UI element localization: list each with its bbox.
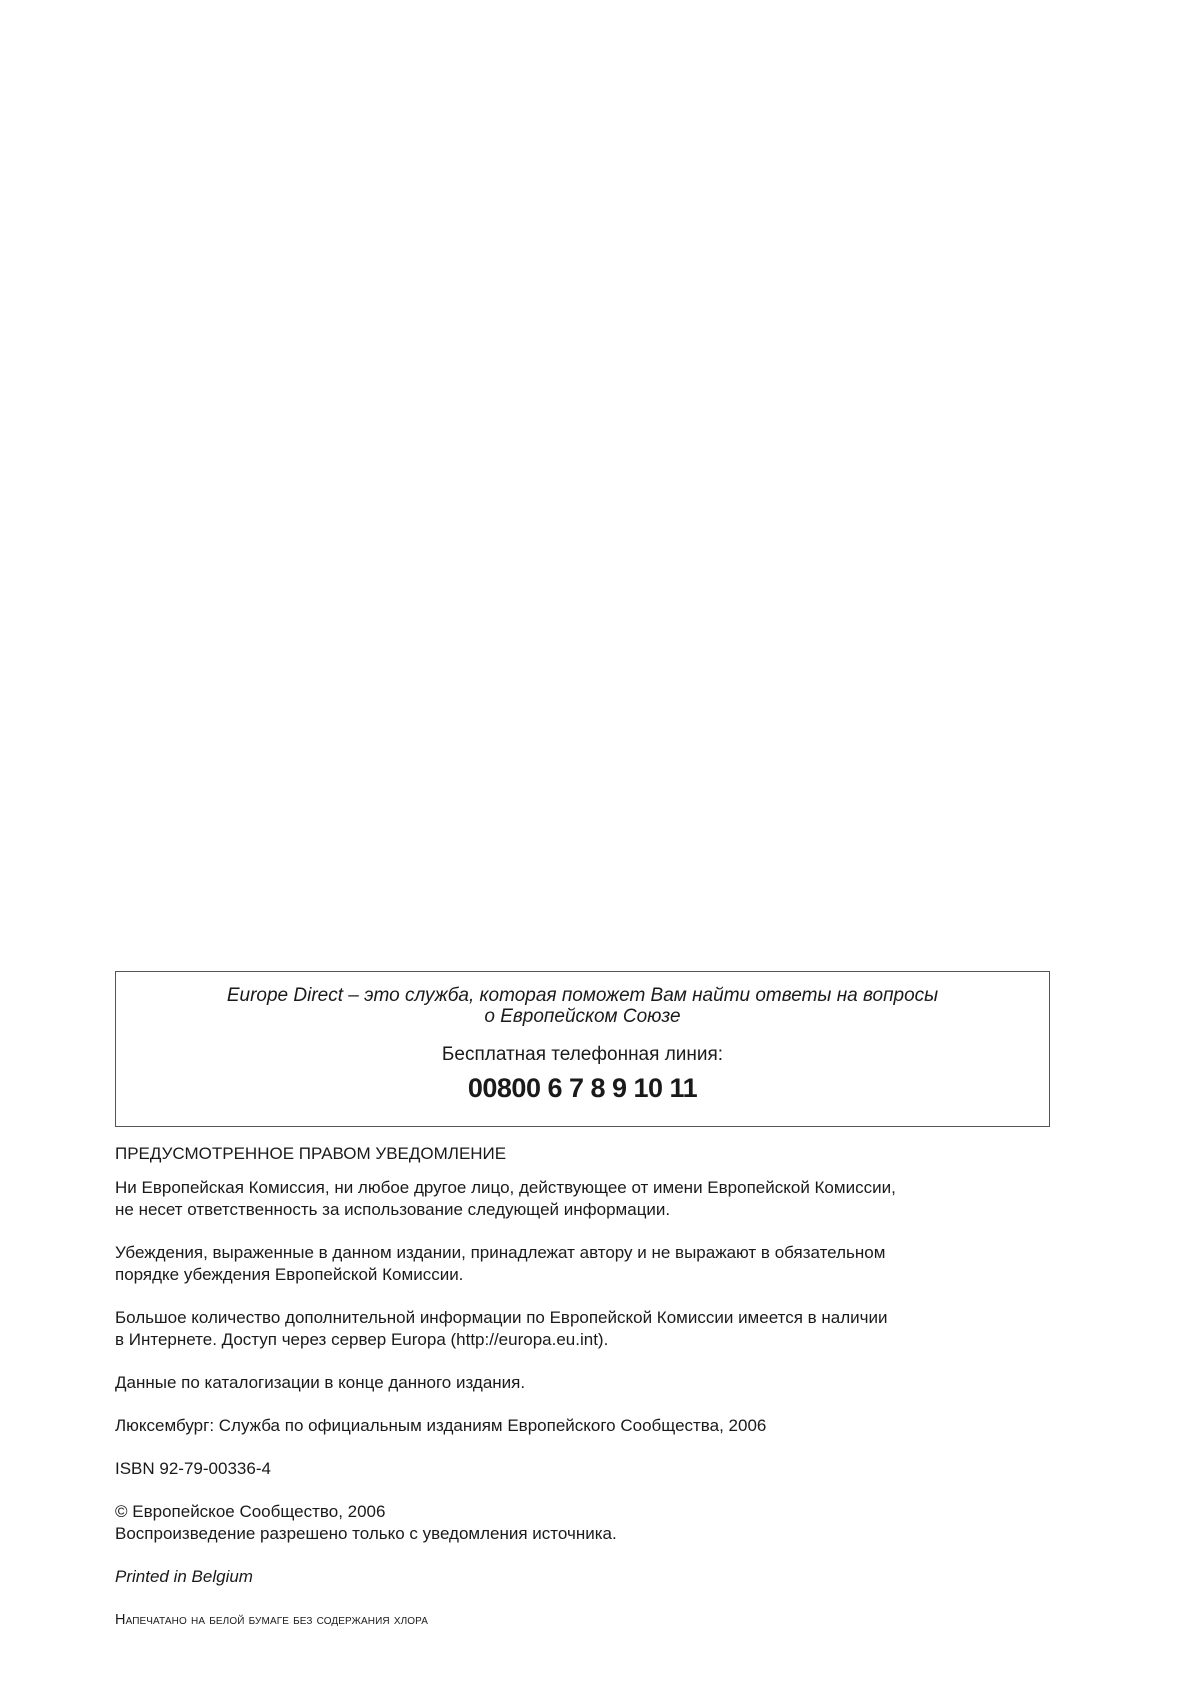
views-line-1: Убеждения, выраженные в данном издании, принадлежат автору и не выражают в обязательном bbox=[115, 1243, 886, 1262]
legal-notice-heading: ПРЕДУСМОТРЕННОЕ ПРАВОМ УВЕДОМЛЕНИЕ bbox=[115, 1144, 507, 1163]
internet-line-2: в Интернете. Доступ через сервер Europa (http://europa.eu.int). bbox=[115, 1330, 609, 1349]
europe-direct-box bbox=[115, 971, 1050, 1127]
hotline-label: Бесплатная телефонная линия: bbox=[441, 1044, 724, 1065]
publisher-note: Люксембург: Служба по официальным изданиям Европейского Сообщества, 2006 bbox=[115, 1416, 767, 1435]
tagline-line-2: о Европейском Союзе bbox=[484, 1006, 681, 1027]
disclaimer-line-2: не несет ответственность за использование следующей информации. bbox=[115, 1200, 671, 1219]
paper-note: Напечатано на белой бумаге без содержания хлора bbox=[115, 1612, 429, 1628]
internet-line-1: Большое количество дополнительной информации по Европейской Комиссии имеется в наличии bbox=[115, 1308, 888, 1327]
europe-direct-tagline bbox=[116, 985, 1049, 1027]
cataloguing-note: Данные по каталогизации в конце данного издания. bbox=[115, 1373, 526, 1392]
views-line-2: порядке убеждения Европейской Комиссии. bbox=[115, 1265, 464, 1284]
reproduction-notice: Воспроизведение разрешено только с уведомления источника. bbox=[115, 1524, 617, 1543]
tagline-line-1: Europe Direct – это служба, которая поможет Вам найти ответы на вопросы bbox=[226, 985, 939, 1006]
printed-in: Printed in Belgium bbox=[115, 1567, 253, 1586]
legal-notice bbox=[115, 1143, 1075, 1631]
hotline-phone-number: 00800 6 7 8 9 10 11 bbox=[467, 1073, 698, 1103]
isbn: ISBN 92-79-00336-4 bbox=[115, 1459, 271, 1478]
copyright-notice: © Европейское Сообщество, 2006 bbox=[115, 1502, 386, 1521]
disclaimer-line-1: Ни Европейская Комиссия, ни любое другое лицо, действующее от имени Европейской Комиссии, bbox=[115, 1178, 896, 1197]
